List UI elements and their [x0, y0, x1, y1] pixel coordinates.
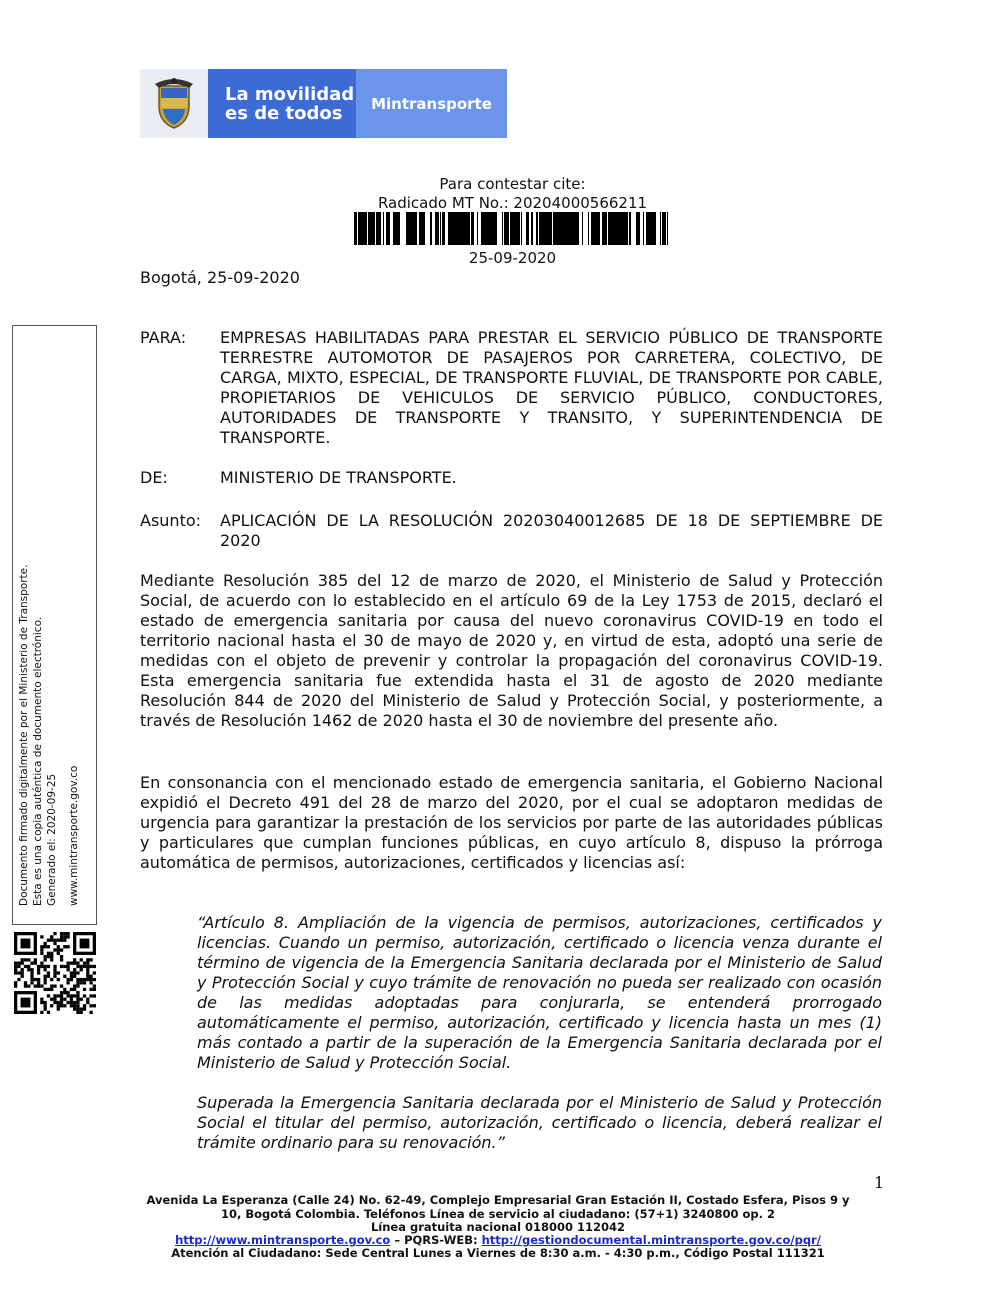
letter-date: Bogotá, 25-09-2020 — [140, 268, 300, 287]
quote-paragraph-2: Superada la Emergencia Sanitaria declarada por el Ministerio de Salud y Protección Social el titular del permiso, autorización, certificado o licencia, deberá realizar el trámite ordinario para su renovación.” — [197, 1093, 882, 1152]
pqrs-separator: – PQRS-WEB: — [390, 1233, 482, 1247]
qr-code-icon — [14, 932, 96, 1014]
signature-line-2: Esta es una copia auténtica de documento electrónico. — [32, 616, 44, 906]
quote-paragraph-1: “Artículo 8. Ampliación de la vigencia de permisos, autorizaciones, certificados y licencias. Cuando un permiso, autorización, certificado o licencia venza durante el término de vigencia de la Emergencia Sanitaria declarada por el Ministerio de Salud y Protección Social y cuyo trámite de renovación no pueda ser realizado con ocasión de las medidas adoptadas para conjurarla, se entenderá prorrogado automáticamente el permiso, autorización, certificado y licencia hasta un mes (1) más contado a partir de la superación de la Emergencia Sanitaria declarada por el Ministerio de Salud y Protección Social. — [197, 913, 882, 1072]
digital-signature-box — [12, 325, 97, 925]
coat-of-arms-icon — [140, 69, 208, 138]
footer-address-line-1: Avenida La Esperanza (Calle 24) No. 62-49, Complejo Empresarial Gran Estación II, Costado Esfera, Pisos 9 y — [146, 1193, 850, 1207]
slogan-line-1: La movilidad — [225, 83, 355, 105]
signature-website: www.mintransporte.gov.co — [68, 765, 80, 906]
asunto-label: Asunto: — [140, 511, 202, 530]
cite-date: 25-09-2020 — [468, 249, 557, 267]
para-label: PARA: — [140, 328, 187, 347]
brand-block — [356, 69, 507, 138]
brand-name: Mintransporte — [371, 94, 492, 113]
footer-hours: Atención al Ciudadano: Sede Central Lunes a Viernes de 8:30 a.m. - 4:30 p.m., Código Postal 111321 — [171, 1246, 825, 1260]
cite-line-1: Para contestar cite: — [439, 175, 586, 193]
body-paragraph-2: En consonancia con el mencionado estado de emergencia sanitaria, el Gobierno Nacional expidió el Decreto 491 del 28 de marzo del 2020, por el cual se adoptaron medidas de urgencia para garantizar la prestación de los servicios por parte de las autoridades públicas y particulares que cumplan funciones públicas, en cuyo artículo 8, dispuso la prórroga automática de permisos, autorizaciones, certificados y licencias así: — [140, 773, 883, 872]
header-logo-banner — [140, 69, 507, 138]
footer-links — [140, 1233, 856, 1247]
body-paragraph-1: Mediante Resolución 385 del 12 de marzo de 2020, el Ministerio de Salud y Protección Social, de acuerdo con lo establecido en el artículo 69 de la Ley 1753 de 2015, declaró el estado de emergencia sanitaria por causa del nuevo coronavirus COVID-19 en todo el territorio nacional hasta el 30 de mayo de 2020 y, en virtud de esta, adoptó una serie de medidas con el objeto de prevenir y controlar la propagación del coronavirus COVID-19. Esta emergencia sanitaria fue extendida hasta el 31 de agosto de 2020 mediante Resolución 844 de 2020 del Ministerio de Salud y Protección Social, y posteriormente, a través de Resolución 1462 de 2020 hasta el 30 de noviembre del presente año. — [140, 571, 883, 730]
signature-line-1: Documento firmado digitalmente por el Ministerio de Transporte. — [18, 564, 30, 906]
radicado-number: Radicado MT No.: 20204000566211 — [377, 194, 648, 212]
de-label: DE: — [140, 468, 168, 487]
slogan-block — [208, 69, 356, 138]
signature-line-3: Generado el: 2020-09-25 — [46, 773, 58, 906]
de-value: MINISTERIO DE TRANSPORTE. — [220, 468, 457, 487]
pqrs-link[interactable]: http://gestiondocumental.mintransporte.gov.co/pqr/ — [481, 1233, 821, 1247]
barcode-icon — [354, 212, 668, 245]
footer-toll-free: Línea gratuita nacional 018000 112042 — [370, 1220, 626, 1234]
asunto-value: APLICACIÓN DE LA RESOLUCIÓN 20203040012685 DE 18 DE SEPTIEMBRE DE 2020 — [220, 511, 883, 550]
website-link[interactable]: http://www.mintransporte.gov.co — [175, 1233, 391, 1247]
footer-address-line-2: 10, Bogotá Colombia. Teléfonos Línea de servicio al ciudadano: (57+1) 3240800 op. 2 — [220, 1207, 776, 1221]
slogan-line-2: es de todos — [225, 102, 343, 124]
page-number: 1 — [874, 1173, 885, 1192]
para-value: EMPRESAS HABILITADAS PARA PRESTAR EL SERVICIO PÚBLICO DE TRANSPORTE TERRESTRE AUTOMOTOR DE PASAJEROS POR CARRETERA, COLECTIVO, DE CARGA, MIXTO, ESPECIAL, DE TRANSPORTE FLUVIAL, DE TRANSPORTE POR CABLE, PROPIETARIOS DE VEHICULOS DE SERVICIO PÚBLICO, CONDUCTORES, AUTORIDADES DE TRANSPORTE Y TRANSITO, Y SUPERINTENDENCIA DE TRANSPORTE. — [220, 328, 883, 447]
